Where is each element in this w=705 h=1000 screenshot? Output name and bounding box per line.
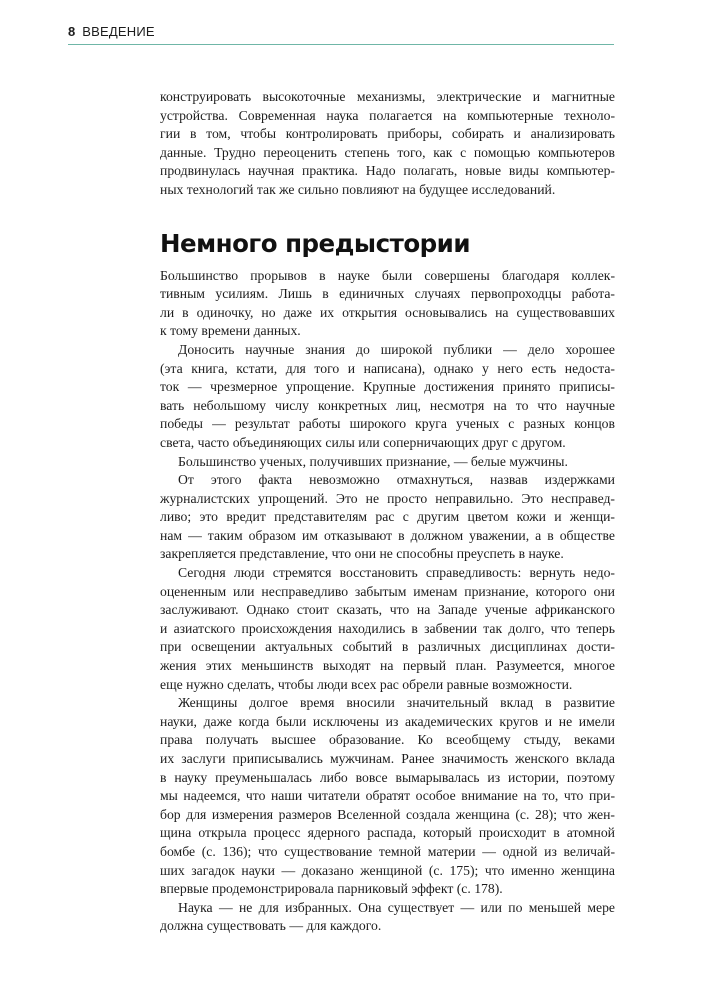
- text-line: Сегодня люди стремятся восстановить справедливость: вернуть недо-: [178, 565, 615, 581]
- text-line: устройства. Современная наука полагается на компьютерные техноло-: [160, 107, 615, 123]
- text-line: Большинство ученых, получивших признание, — белые мужчины.: [178, 453, 568, 469]
- text-line: щина открыла процесс ядерного распада, который происходит в атомной: [160, 825, 615, 841]
- text-line: впервые продемонстрировала парниковый эффект (с. 178).: [160, 881, 503, 897]
- text-line: конструировать высокоточные механизмы, электрические и магнитные: [160, 89, 615, 104]
- text-line: бомбе (с. 136); что существование темной материи — одной из величай-: [160, 843, 615, 859]
- text-line: журналистских упрощений. Это не просто неправильно. Это несправед-: [160, 490, 615, 506]
- text-line: света, часто объединяющих силы или соперничающих друг с другом.: [160, 434, 566, 450]
- running-header: [68, 25, 614, 45]
- text-line: ших загадок науки — доказано женщиной (с. 175); что именно женщина: [160, 862, 615, 878]
- chapter-title: ВВЕДЕНИЕ: [82, 24, 155, 39]
- paragraph: [160, 899, 615, 936]
- text-line: Женщины долгое время вносили значительный вклад в развитие: [178, 695, 615, 711]
- text-line: оцененным или несправедливо забытым именам признание, которого они: [160, 583, 615, 599]
- paragraph: [160, 694, 615, 899]
- paragraph: [160, 267, 615, 341]
- text-line: гии в том, чтобы контролировать приборы, собирать и анализировать: [160, 126, 615, 142]
- body-text: [160, 88, 615, 936]
- paragraph: [160, 564, 615, 694]
- text-line: закрепляется представление, что они не способны преуспеть в науке.: [160, 546, 564, 562]
- text-line: и азиатского происхождения находились в забвении так долго, что теперь: [160, 620, 615, 636]
- text-line: продвинулась научная практика. Надо полагать, новые виды компьютер-: [160, 163, 615, 179]
- text-line: победы — результат работы широкого круга ученых с разных концов: [160, 416, 615, 432]
- text-line: От этого факта невозможно отмахнуться, назвав издержками: [178, 472, 615, 488]
- text-line: еще нужно сделать, чтобы люди всех рас обрели равные возможности.: [160, 676, 573, 692]
- text-line: Большинство прорывов в науке были совершены благодаря коллек-: [160, 267, 615, 283]
- paragraph: [160, 471, 615, 564]
- text-line: в науку преуменьшалась либо вовсе вымарывалась из истории, поэтому: [160, 769, 615, 785]
- page-number: 8: [68, 24, 76, 39]
- paragraph: [160, 453, 615, 472]
- text-line: нам — таким образом им отказывают в должном уважении, а в обществе: [160, 527, 615, 543]
- text-line: (эта книга, кстати, для того и написана), однако у него есть недоста-: [160, 360, 615, 376]
- text-line: ли в одиночку, но даже их открытия основывались на существовавших: [160, 304, 615, 320]
- intro-paragraph: [160, 88, 615, 200]
- text-line: ток — чрезмерное упрощение. Крупные достижения принято приписы-: [160, 379, 615, 395]
- text-line: вать небольшому числу конкретных лиц, несмотря на то что научные: [160, 397, 615, 413]
- text-line: Наука — не для избранных. Она существует — или по меньшей мере: [178, 899, 615, 915]
- text-line: науки, даже когда были исключены из академических кругов и не имели: [160, 713, 615, 729]
- text-line: к тому времени данных.: [160, 323, 301, 339]
- text-line: должна существовать — для каждого.: [160, 918, 382, 934]
- text-line: их заслуги приписывались мужчинам. Ранее значимость женского вклада: [160, 751, 615, 766]
- text-line: при освещении актуальных событий в различных дисциплинах дости-: [160, 639, 615, 655]
- text-line: ливо; это вредит представителям рас с другим цветом кожи и женщи-: [160, 509, 615, 525]
- section-heading: Немного предыстории: [160, 228, 471, 258]
- text-line: права получать высшее образование. Ко всеобщему стыду, веками: [160, 732, 615, 748]
- text-line: Доносить научные знания до широкой публики — дело хорошее: [178, 341, 615, 357]
- paragraph: [160, 341, 615, 453]
- text-line: данные. Трудно переоценить степень того, как с помощью компьютеров: [160, 144, 615, 160]
- text-line: мы надеемся, что наши читатели обратят особое внимание на то, что при-: [160, 788, 615, 804]
- text-line: бор для измерения размеров Вселенной создала женщина (с. 28); что жен-: [160, 806, 615, 822]
- text-line: тивным усилиям. Лишь в единичных случаях первопроходцы работа-: [160, 286, 615, 302]
- section-body: [160, 267, 615, 936]
- text-line: жения этих меньшинств выходят на первый план. Разумеется, многое: [160, 658, 615, 674]
- text-line: ных технологий так же сильно повлияют на будущее исследований.: [160, 181, 556, 197]
- text-line: заслуживают. Однако стоит сказать, что на Западе ученые африканского: [160, 602, 615, 618]
